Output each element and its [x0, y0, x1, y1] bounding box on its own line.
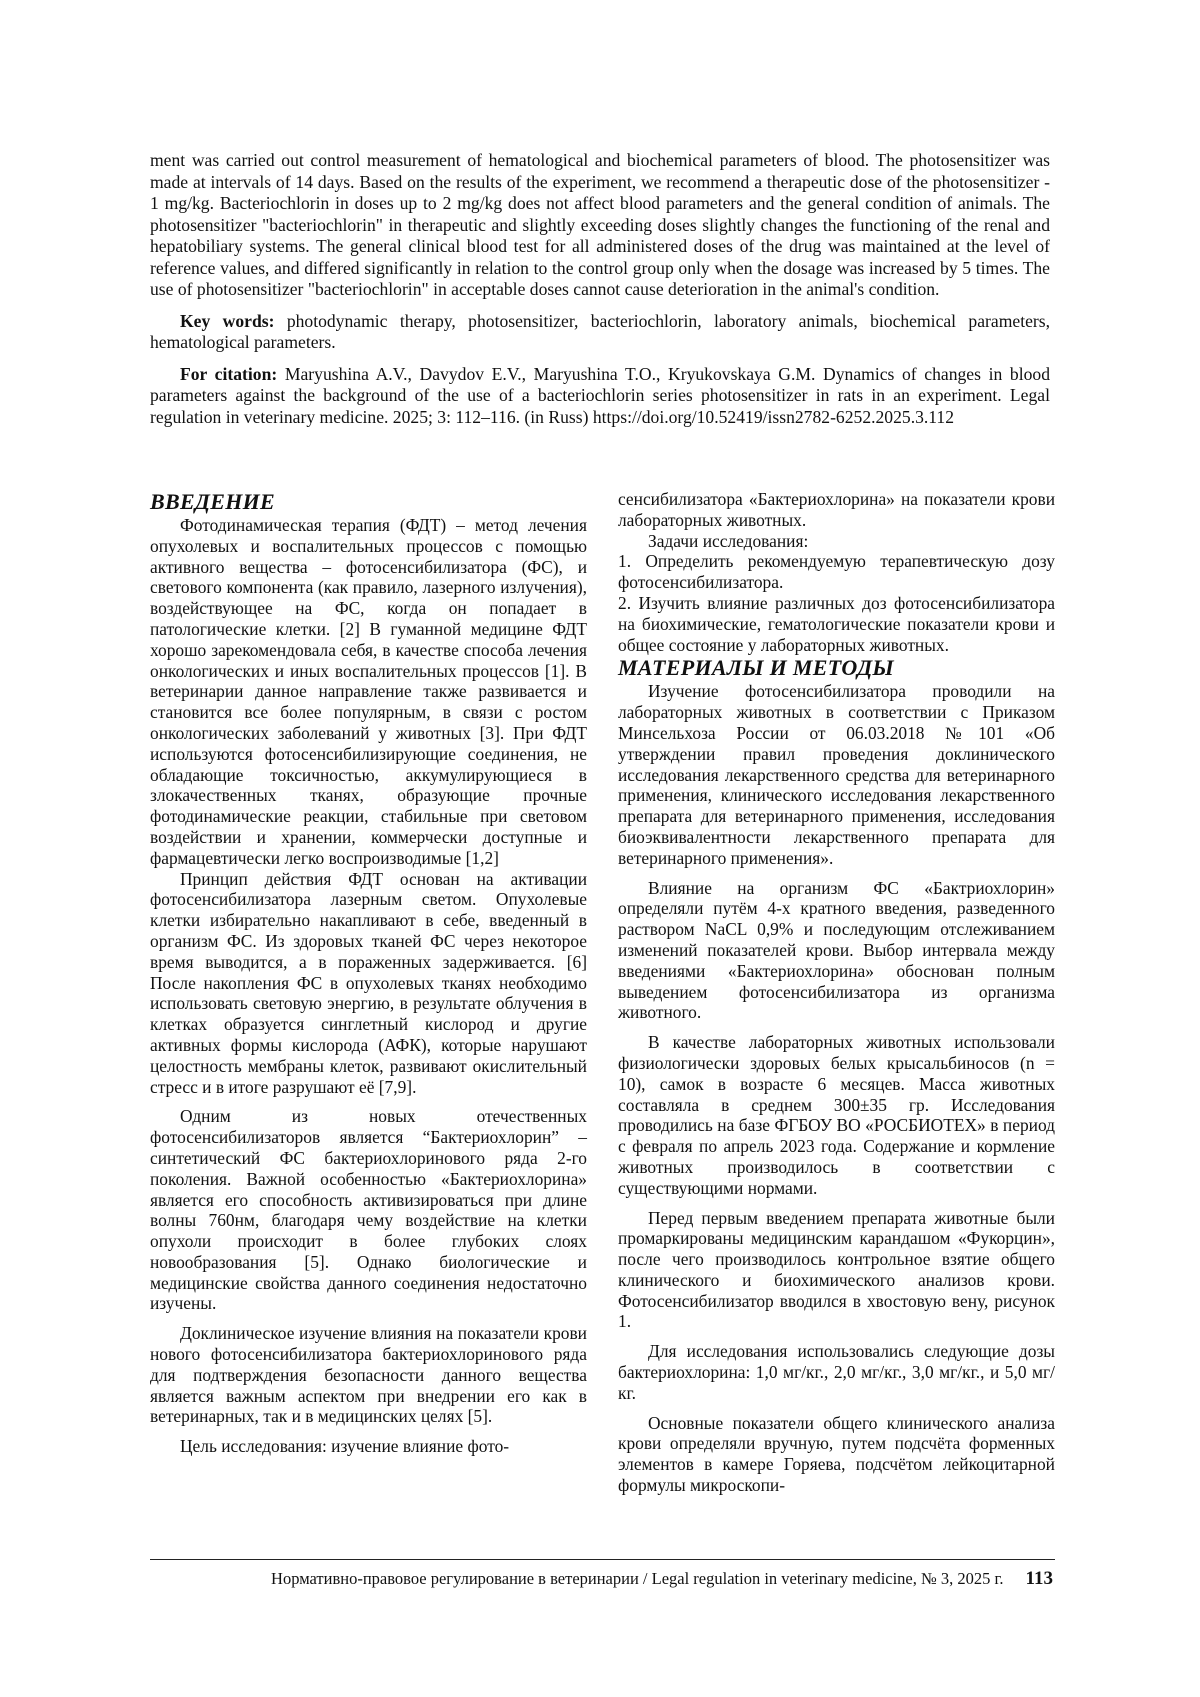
task-item: 1. Определить рекомендуемую терапевтическую дозу фотосенсибилизатора. — [618, 551, 1055, 593]
paragraph: Изучение фотосенсибилизатора проводили на лабораторных животных в соответствии с Приказом Минсельхоза России от 06.03.2018 №101 «Об утверждении правил проведения доклинического исследования лекарственного средства для ветеринарного применения, клинического исследования лекарственного препарата для ветеринарного применения, исследования биоэквивалентности лекарственного препарата для ветеринарного применения». — [618, 681, 1055, 868]
paragraph: Доклиническое изучение влияния на показатели крови нового фотосенсибилизатора бактериохлоринового ряда для подтверждения безопасности данного вещества является важным аспектом при внедрении его как в ветеринарных, так и в медицинских целях [5]. — [150, 1323, 587, 1427]
abstract-block — [150, 150, 1050, 428]
keywords-text: photodynamic therapy, photosensitizer, bacteriochlorin, laboratory animals, biochemical parameters, hematological parameters. — [150, 311, 1050, 353]
citation — [150, 364, 1050, 429]
section-heading-methods: МАТЕРИАЛЫ И МЕТОДЫ — [618, 655, 1055, 681]
journal-name: Нормативно-правовое регулирование в ветеринарии / Legal regulation in veterinary medicine, № 3, 2025 г. — [271, 1569, 1004, 1589]
page-footer — [150, 1559, 1055, 1590]
paragraph: Цель исследования: изучение влияние фото- — [150, 1436, 587, 1457]
page-number: 113 — [1026, 1568, 1053, 1590]
section-heading-introduction: ВВЕДЕНИЕ — [150, 489, 587, 515]
task-item: 2. Изучить влияние различных доз фотосенсибилизатора на биохимические, гематологические показатели крови и общее состояние у лабораторных животных. — [618, 593, 1055, 655]
paragraph: В качестве лабораторных животных использовали физиологически здоровых белых крысальбиносов (n = 10), самок в возрасте 6 месяцев. Масса животных составляла в среднем 300±35 гр. Исследования проводились на базе ФГБОУ ВО «РОСБИОТЕХ» в период с февраля по апрель 2023 года. Содержание и кормление животных производилось в соответствии с существующими нормами. — [618, 1032, 1055, 1198]
citation-text: Maryushina A.V., Davydov E.V., Maryushina T.O., Kryukovskaya G.M. Dynamics of changes in blood parameters against the background of the use of a bacteriochlorin series photosensitizer in rats in an experiment. Legal regulation in veterinary medicine. 2025; 3: 112–116. (in Russ) https://doi.org/10.52419/issn2782-6252.2025.3.112 — [150, 364, 1050, 427]
right-column — [618, 489, 1055, 1496]
paragraph: Перед первым введением препарата животные были промаркированы медицинским карандашом «Фукорцин», после чего производилось контрольное взятие общего клинического и биохимического анализов крови. Фотосенсибилизатор вводился в хвостовую вену, рисунок 1. — [618, 1208, 1055, 1333]
abstract-text: ment was carried out control measurement of hematological and biochemical parameters of blood. The photosensitizer was made at intervals of 14 days. Based on the results of the experiment, we recommend a therapeutic dose of the photosensitizer - 1 mg/kg. Bacteriochlorin in doses up to 2 mg/kg does not affect blood parameters and the general condition of animals. The photosensitizer "bacteriochlorin" in therapeutic and slightly exceeding doses slightly changes the functioning of the renal and hepatobiliary systems. The general clinical blood test for all administered doses of the drug was maintained at the level of reference values, and differed significantly in relation to the control group only when the dosage was increased by 5 times. The use of photosensitizer "bacteriochlorin" in acceptable doses cannot cause deterioration in the animal's condition. — [150, 150, 1050, 301]
body-columns — [150, 489, 1055, 1496]
keywords — [150, 311, 1050, 354]
paragraph: Основные показатели общего клинического анализа крови определяли вручную, путем подсчёта форменных элементов в камере Горяева, подсчётом лейкоцитарной формулы микроскопи- — [618, 1413, 1055, 1496]
paragraph: Фотодинамическая терапия (ФДТ) – метод лечения опухолевых и воспалительных процессов с помощью активного вещества – фотосенсибилизатора (ФС), и светового компонента (как правило, лазерного излучения), воздействующее на ФС, когда он попадает в патологические клетки. [2] В гуманной медицине ФДТ хорошо зарекомендовала себя, в качестве способа лечения онкологических и иных воспалительных процессов [1]. В ветеринарии данное направление также развивается и становится все более популярным, в связи с ростом онкологических заболеваний у животных [3]. При ФДТ используются фотосенсибилизирующие соединения, не обладающие токсичностью, аккумулирующиеся в злокачественных тканях, образующие прочные фотодинамические реакции, стабильные при световом воздействии и хранении, коммерчески доступные и фармацевтически легко воспроизводимые [1,2] — [150, 515, 587, 869]
paragraph: Принцип действия ФДТ основан на активации фотосенсибилизатора лазерным светом. Опухолевые клетки избирательно накапливают в себе, введенный в организм ФС. Из здоровых тканей ФС через некоторое время выводится, а в пораженных задерживается. [6] После накопления ФС в опухолевых тканях необходимо использовать световую энергию, в результате облучения в клетках образуется синглетный кислород и другие активных формы кислорода (АФК), которые нарушают целостность мембраны клеток, развивают окислительный стресс и в итоге разрушают её [7,9]. — [150, 869, 587, 1098]
citation-label: For citation: — [180, 364, 277, 384]
keywords-label: Key words: — [180, 311, 274, 331]
tasks-title: Задачи исследования: — [618, 531, 1055, 552]
paragraph: сенсибилизатора «Бактериохлорина» на показатели крови лабораторных животных. — [618, 489, 1055, 531]
paragraph: Влияние на организм ФС «Бактриохлорин» определяли путём 4-х кратного введения, разведенного раствором NaCL 0,9% и последующим отслеживанием изменений показателей крови. Выбор интервала между введениями «Бактериохлорина» обоснован полным выведением фотосенсибилизатора из организма животного. — [618, 878, 1055, 1024]
left-column — [150, 489, 587, 1496]
paragraph: Для исследования использовались следующие дозы бактериохлорина: 1,0 мг/кг., 2,0 мг/кг., 3,0 мг/кг., и 5,0 мг/кг. — [618, 1341, 1055, 1403]
paragraph: Одним из новых отечественных фотосенсибилизаторов является “Бактериохлорин” – синтетический ФС бактериохлоринового ряда 2-го поколения. Важной особенностью «Бактериохлорина» является его способность активизироваться при длине волны 760нм, благодаря чему воздействие на клетки опухоли происходит в более глубоких слоях новообразования [5]. Однако биологические и медицинские свойства данного соединения недостаточно изучены. — [150, 1106, 587, 1314]
